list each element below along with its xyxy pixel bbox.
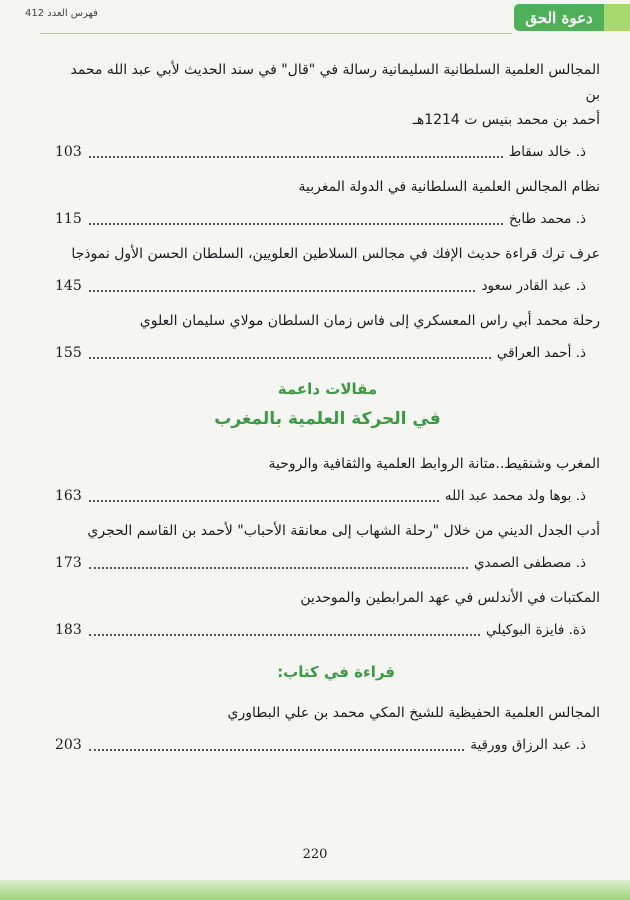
section-heading-reading <box>55 659 600 685</box>
entry-author: ذ. عبد الرزاق وورقية <box>470 737 586 753</box>
page-number: 220 <box>302 847 328 862</box>
entry-author-row <box>55 550 600 574</box>
toc-entry <box>55 701 600 756</box>
section-heading-book-review: قراءة في كتاب: <box>277 663 395 681</box>
section-heading-line2: في الحركة العلمية بالمغرب <box>214 409 441 429</box>
entry-author-row <box>55 139 600 163</box>
toc-entry <box>55 175 600 230</box>
entry-title-line: نظام المجالس العلمية السلطانية في الدولة المغربية <box>298 179 600 195</box>
toc-entry <box>55 242 600 297</box>
toc-entry <box>55 309 600 364</box>
entry-author: ذ. أحمد العراقي <box>496 345 586 361</box>
toc-entry <box>55 58 600 163</box>
entry-page-number: 203 <box>55 737 82 753</box>
entry-author-row <box>55 340 600 364</box>
entry-author: ذ. محمد طابخ <box>508 211 586 227</box>
entry-author-row <box>55 617 600 641</box>
entry-title-line: أحمد بن محمد بنيس ت 1214هـ <box>412 112 600 128</box>
page-header <box>0 0 630 36</box>
entry-title-line: أدب الجدل الديني من خلال "رحلة الشهاب إلى معانقة الأحباب" لأحمد بن القاسم الحجري <box>87 523 600 539</box>
toc-group-book-review <box>55 701 600 756</box>
section-heading-line1: مقالات داعمة <box>277 380 378 398</box>
entry-page-number: 115 <box>55 211 82 227</box>
entry-title-line: المجالس العلمية السلطانية السليمانية رسالة في "قال" في سند الحديث لأبي عبد الله محمد بن <box>70 62 600 103</box>
entry-title-line: المجالس العلمية الحفيظية للشيخ المكي محمد بن علي البطاوري <box>227 705 600 721</box>
entry-author: ذة. فايزة البوكيلي <box>486 622 586 638</box>
bottom-decorative-band <box>0 880 630 900</box>
leader-dots <box>89 222 503 225</box>
entry-title-line: المكتبات في الأندلس في عهد المرابطين والموحدين <box>300 590 600 606</box>
toc-group-supporting <box>55 452 600 641</box>
magazine-logo <box>514 4 604 31</box>
entry-author-row <box>55 483 600 507</box>
entry-page-number: 183 <box>55 622 82 638</box>
header-divider <box>40 33 512 34</box>
logo-text: دعوة الحق <box>525 8 593 27</box>
entry-author-row <box>55 273 600 297</box>
entry-author: ذ. خالد سقاط <box>508 144 586 160</box>
entry-page-number: 163 <box>55 488 82 504</box>
issue-label: فهرس العدد 412 <box>25 8 98 19</box>
leader-dots <box>89 499 439 502</box>
leader-dots <box>89 633 480 636</box>
entry-author: ذ. بوها ولد محمد عبد الله <box>444 488 586 504</box>
logo-accent-bar <box>604 4 630 31</box>
entry-title-line: عرف ترك قراءة حديث الإفك في مجالس السلاطين العلويين، السلطان الحسن الأول نموذجا <box>71 246 600 262</box>
entry-author: ذ. عبد القادر سعود <box>481 278 586 294</box>
section-heading-supporting <box>55 376 600 432</box>
entry-title-line: المغرب وشنقيط..متانة الروابط العلمية والثقافية والروحية <box>268 456 600 472</box>
toc-entry <box>55 452 600 507</box>
entry-page-number: 155 <box>55 345 82 361</box>
toc-group-main <box>55 58 600 364</box>
table-of-contents <box>55 58 600 768</box>
toc-entry <box>55 519 600 574</box>
entry-page-number: 145 <box>55 278 82 294</box>
entry-author-row <box>55 732 600 756</box>
entry-author-row <box>55 206 600 230</box>
entry-page-number: 173 <box>55 555 82 571</box>
entry-title-line: رحلة محمد أبي راس المعسكري إلى فاس زمان السلطان مولاي سليمان العلوي <box>139 313 600 329</box>
leader-dots <box>89 748 464 751</box>
leader-dots <box>89 289 475 292</box>
entry-author: ذ. مصطفى الصمدي <box>473 555 586 571</box>
leader-dots <box>89 566 468 569</box>
leader-dots <box>89 356 491 359</box>
leader-dots <box>89 155 503 158</box>
toc-entry <box>55 586 600 641</box>
entry-page-number: 103 <box>55 144 82 160</box>
